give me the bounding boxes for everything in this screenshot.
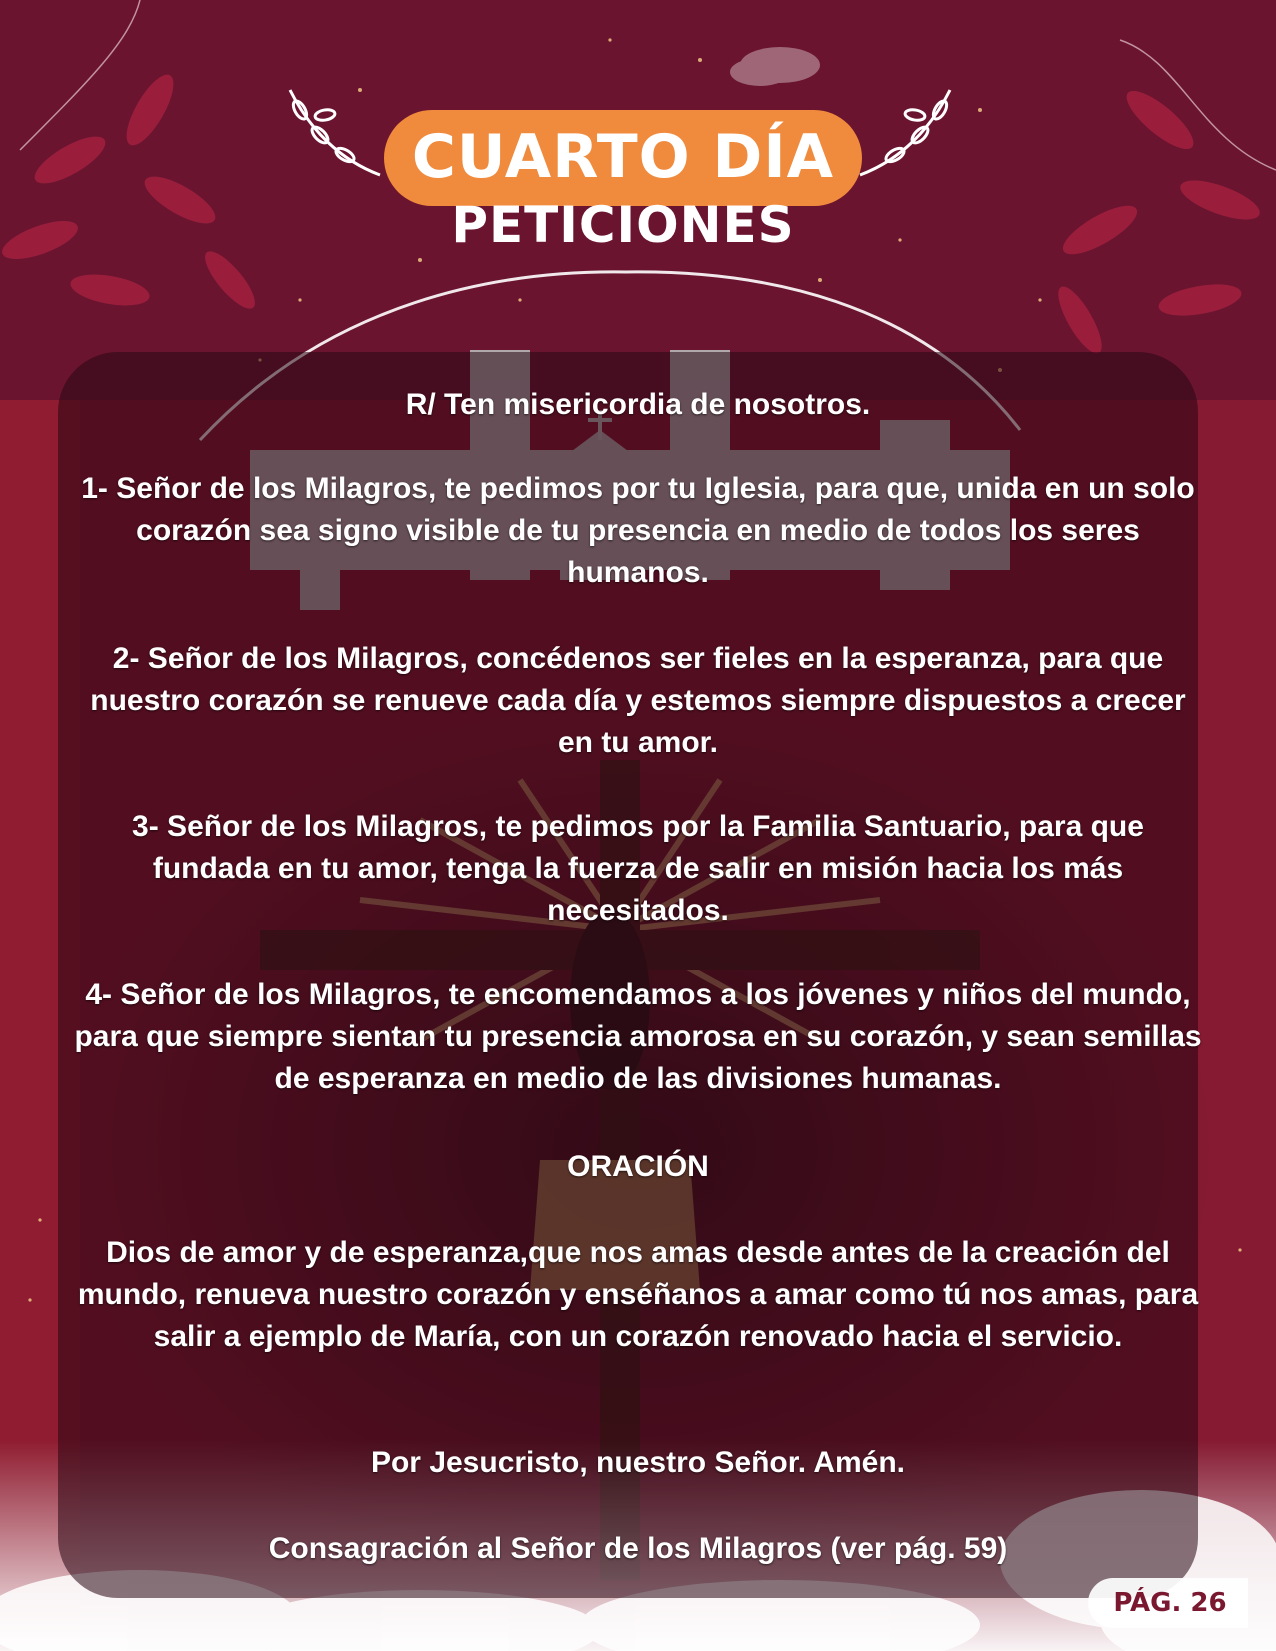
- prayer-body: Dios de amor y de esperanza,que nos amas desde antes de la creación del mundo, renueva nuestro corazón y enséñanos a amar como tú nos amas, para salir a ejemplo de María, con un corazón renovado hacia el servicio.: [77, 1236, 1199, 1353]
- page-number: PÁG. 26: [1113, 1588, 1227, 1618]
- consecration-reference: Consagración al Señor de los Milagros (ver pág. 59): [268, 1532, 1008, 1565]
- page-subtitle: PETICIONES: [451, 196, 795, 254]
- petition-2: 2- Señor de los Milagros, concédenos ser fieles en la esperanza, para que nuestro corazón se renueve cada día y estemos siempre dispuestos a crecer en tu amor.: [90, 642, 1186, 759]
- petition-1: 1- Señor de los Milagros, te pedimos por tu Iglesia, para que, unida en un solo corazón sea signo visible de tu presencia en medio de todos los seres humanos.: [81, 472, 1195, 589]
- page-title: CUARTO DÍA: [411, 122, 835, 192]
- response-line: R/ Ten misericordia de nosotros.: [405, 388, 871, 421]
- petition-4: 4- Señor de los Milagros, te encomendamos a los jóvenes y niños del mundo, para que siempre sientan tu presencia amorosa en su corazón, y sean semillas de esperanza en medio de las divisiones humanas.: [74, 978, 1202, 1095]
- prayer-heading: ORACIÓN: [567, 1150, 709, 1183]
- petition-3: 3- Señor de los Milagros, te pedimos por la Familia Santuario, para que fundada en tu amor, tenga la fuerza de salir en misión hacia los más necesitados.: [132, 810, 1144, 927]
- prayer-closing: Por Jesucristo, nuestro Señor. Amén.: [370, 1446, 906, 1479]
